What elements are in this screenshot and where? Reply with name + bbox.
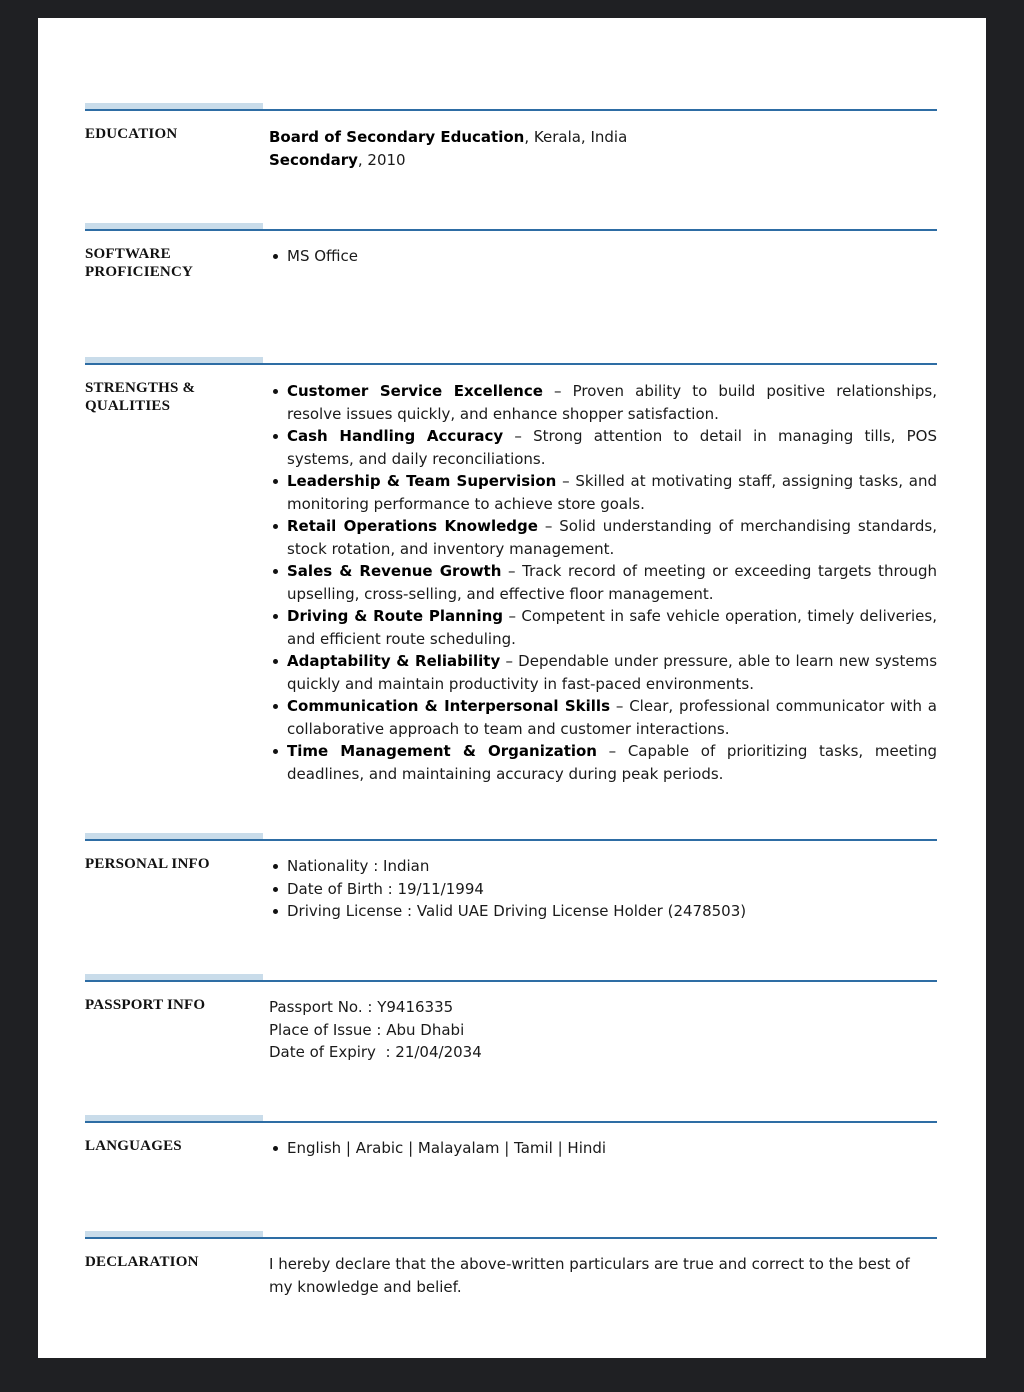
- strengths-content: [269, 380, 937, 785]
- strength-title: Communication & Interpersonal Skills: [287, 697, 610, 715]
- education-year: , 2010: [357, 150, 406, 169]
- strength-title: Sales & Revenue Growth: [287, 562, 502, 580]
- passport-number: Passport No. : Y9416335: [269, 998, 454, 1016]
- passport-place-of-issue: Place of Issue : Abu Dhabi: [269, 1020, 465, 1039]
- declaration-section: [85, 1231, 937, 1296]
- strength-item: [269, 560, 937, 605]
- strength-desc: – Capable of prioritizing tasks, meeting deadlines, and maintaining accuracy during peak periods.: [287, 742, 937, 783]
- strength-desc: – Track record of meeting or exceeding targets through upselling, cross-selling, and effective floor management.: [287, 562, 938, 603]
- strength-item: [269, 470, 937, 515]
- section-divider: [85, 357, 937, 365]
- strength-item: [269, 695, 937, 740]
- passport-expiry: Date of Expiry : 21/04/2034: [269, 1043, 482, 1061]
- education-board: Board of Secondary Education: [269, 128, 525, 146]
- resume-page: [38, 18, 986, 1358]
- passport-section: [85, 974, 937, 1061]
- strengths-section: [85, 357, 938, 783]
- strength-desc: – Proven ability to build positive relationships, resolve issues quickly, and enhance shopper satisfaction.: [287, 382, 938, 423]
- software-content: [269, 245, 937, 268]
- software-heading: SOFTWARE PROFICIENCY: [85, 246, 194, 280]
- software-item: MS Office: [269, 245, 937, 268]
- strength-title: Leadership & Team Supervision: [287, 472, 557, 490]
- strength-title: Cash Handling Accuracy: [287, 427, 504, 445]
- languages-heading: LANGUAGES: [85, 1138, 182, 1154]
- education-content: [269, 126, 937, 171]
- strength-desc: – Solid understanding of merchandising standards, stock rotation, and inventory management.: [287, 517, 937, 558]
- strength-desc: – Clear, professional communicator with a collaborative approach to team and customer interactions.: [287, 697, 937, 738]
- personal-item: Date of Birth : 19/11/1994: [269, 878, 937, 901]
- strength-desc: – Dependable under pressure, able to learn new systems quickly and maintain productivity in fast-paced environments.: [287, 652, 938, 693]
- personal-content: [269, 855, 937, 923]
- personal-item: Driving License : Valid UAE Driving License Holder (2478503): [269, 900, 937, 923]
- strength-item: [269, 380, 937, 425]
- personal-section: [85, 833, 937, 920]
- section-divider: [85, 223, 937, 231]
- section-divider: [85, 1115, 937, 1123]
- declaration-heading: DECLARATION: [85, 1254, 199, 1270]
- section-divider: [85, 974, 937, 982]
- section-divider: [85, 103, 937, 111]
- strength-title: Adaptability & Reliability: [287, 652, 501, 670]
- strength-item: [269, 650, 937, 695]
- languages-content: [269, 1137, 937, 1160]
- education-board-location: , Kerala, India: [524, 128, 628, 146]
- strength-item: [269, 425, 937, 470]
- strength-desc: – Skilled at motivating staff, assigning tasks, and monitoring performance to achieve store goals.: [287, 472, 937, 513]
- strength-item: [269, 605, 937, 650]
- personal-heading: PERSONAL INFO: [85, 856, 210, 872]
- strength-desc: – Competent in safe vehicle operation, timely deliveries, and efficient route scheduling.: [287, 607, 937, 648]
- passport-content: [269, 996, 937, 1064]
- section-divider: [85, 1231, 937, 1239]
- languages-item: English | Arabic | Malayalam | Tamil | Hindi: [269, 1137, 937, 1160]
- strength-title: Retail Operations Knowledge: [287, 517, 538, 535]
- strength-desc: – Strong attention to detail in managing tills, POS systems, and daily reconciliations.: [287, 427, 938, 468]
- declaration-text: I hereby declare that the above-written particulars are true and correct to the best of my knowledge and belief.: [269, 1255, 910, 1296]
- education-section: [85, 103, 937, 169]
- education-level: Secondary: [269, 150, 358, 169]
- section-divider: [85, 833, 937, 841]
- strength-title: Driving & Route Planning: [287, 607, 504, 625]
- languages-section: [85, 1115, 937, 1157]
- strength-item: [269, 740, 937, 785]
- passport-heading: PASSPORT INFO: [85, 997, 206, 1013]
- strengths-heading: STRENGTHS & QUALITIES: [85, 380, 196, 414]
- strength-title: Customer Service Excellence: [287, 382, 543, 400]
- strength-title: Time Management & Organization: [287, 742, 597, 760]
- personal-item: Nationality : Indian: [269, 855, 937, 878]
- strength-item: [269, 515, 937, 560]
- software-section: [85, 223, 937, 280]
- education-heading: EDUCATION: [85, 126, 178, 142]
